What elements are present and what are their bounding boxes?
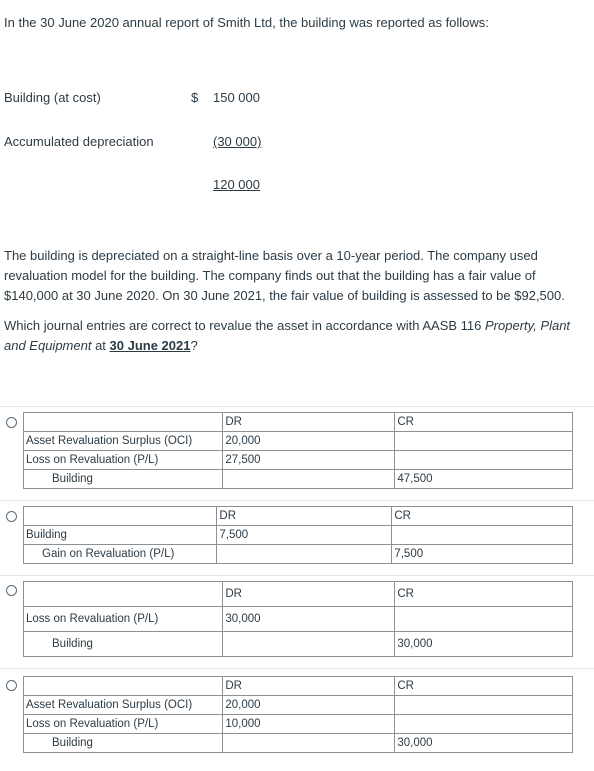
table-row <box>24 545 573 564</box>
table-row <box>24 507 573 526</box>
table-cell: Building <box>24 632 223 657</box>
table-cell: Loss on Revaluation (P/L) <box>24 451 223 470</box>
table-cell: Building <box>24 526 217 545</box>
table-cell <box>223 632 395 657</box>
table-row <box>24 470 573 489</box>
table-cell: Asset Revaluation Surplus (OCI) <box>24 432 223 451</box>
table-cell: 47,500 <box>395 470 573 489</box>
question-prompt <box>4 316 584 356</box>
balance-row2-value: (30 000) <box>213 134 262 149</box>
prompt-standard: Property, Plant and Equipment <box>4 318 571 353</box>
option-a-table[interactable] <box>23 412 573 489</box>
table-cell: Gain on Revaluation (P/L) <box>24 545 217 564</box>
table-cell <box>395 432 573 451</box>
question-paragraph: The building is depreciated on a straight-line basis over a 10-year period. The company used revaluation model for the building. The company finds out that the building has a fair value of $140,000 at 30 June 2020. On 30 June 2021, the fair value of building is assessed to be $92,500. <box>4 248 565 303</box>
option-divider <box>0 500 594 501</box>
table-cell <box>24 677 223 696</box>
balance-row1-label: Building (at cost) <box>4 90 101 105</box>
table-cell <box>392 526 573 545</box>
table-row <box>24 734 573 753</box>
option-divider <box>0 406 594 407</box>
prompt-suffix: ? <box>190 338 198 353</box>
table-row <box>24 715 573 734</box>
table-cell: DR <box>223 582 395 607</box>
table-row <box>24 607 573 632</box>
option-d-table[interactable] <box>23 676 573 753</box>
table-row <box>24 526 573 545</box>
table-cell <box>217 545 392 564</box>
table-cell: 20,000 <box>223 696 395 715</box>
balance-row1-dollar: $ <box>191 90 199 105</box>
prompt-prefix: Which journal entries are correct to revalue the asset in accordance with AASB 116 <box>4 318 486 333</box>
table-cell: Building <box>24 470 223 489</box>
table-cell <box>223 734 395 753</box>
table-row <box>24 582 573 607</box>
table-cell: Loss on Revaluation (P/L) <box>24 607 223 632</box>
table-row <box>24 432 573 451</box>
balance-row3-value: 120 000 <box>213 177 260 192</box>
table-cell: CR <box>395 677 573 696</box>
option-b-radio[interactable] <box>6 511 17 522</box>
question-intro: In the 30 June 2020 annual report of Smith Ltd, the building was reported as follows: <box>4 15 489 30</box>
option-c-radio[interactable] <box>6 585 17 596</box>
table-cell: 27,500 <box>223 451 395 470</box>
table-cell: CR <box>395 413 573 432</box>
table-row <box>24 451 573 470</box>
table-row <box>24 696 573 715</box>
table-cell: Building <box>24 734 223 753</box>
table-cell: Loss on Revaluation (P/L) <box>24 715 223 734</box>
prompt-mid: at <box>91 338 110 353</box>
table-cell: 10,000 <box>223 715 395 734</box>
table-cell <box>24 582 223 607</box>
option-b-table[interactable] <box>23 506 573 564</box>
prompt-date: 30 June 2021 <box>109 338 191 353</box>
table-cell <box>395 696 573 715</box>
table-cell <box>223 470 395 489</box>
balance-row2-label: Accumulated depreciation <box>4 134 154 149</box>
table-cell <box>395 715 573 734</box>
table-cell: 30,000 <box>223 607 395 632</box>
table-cell: DR <box>223 677 395 696</box>
table-row <box>24 413 573 432</box>
table-cell: CR <box>395 582 573 607</box>
table-cell <box>395 607 573 632</box>
table-cell: 30,000 <box>395 632 573 657</box>
option-divider <box>0 575 594 576</box>
table-cell: CR <box>392 507 573 526</box>
table-cell <box>24 507 217 526</box>
option-a-radio[interactable] <box>6 417 17 428</box>
table-cell: 7,500 <box>392 545 573 564</box>
table-cell: Asset Revaluation Surplus (OCI) <box>24 696 223 715</box>
table-cell: DR <box>223 413 395 432</box>
option-d-radio[interactable] <box>6 680 17 691</box>
table-cell: 30,000 <box>395 734 573 753</box>
balance-row1-value: 150 000 <box>213 90 260 105</box>
table-cell <box>24 413 223 432</box>
table-cell: 20,000 <box>223 432 395 451</box>
option-divider <box>0 668 594 669</box>
table-cell: DR <box>217 507 392 526</box>
table-cell: 7,500 <box>217 526 392 545</box>
table-row <box>24 632 573 657</box>
table-row <box>24 677 573 696</box>
option-c-table[interactable] <box>23 581 573 657</box>
table-cell <box>395 451 573 470</box>
